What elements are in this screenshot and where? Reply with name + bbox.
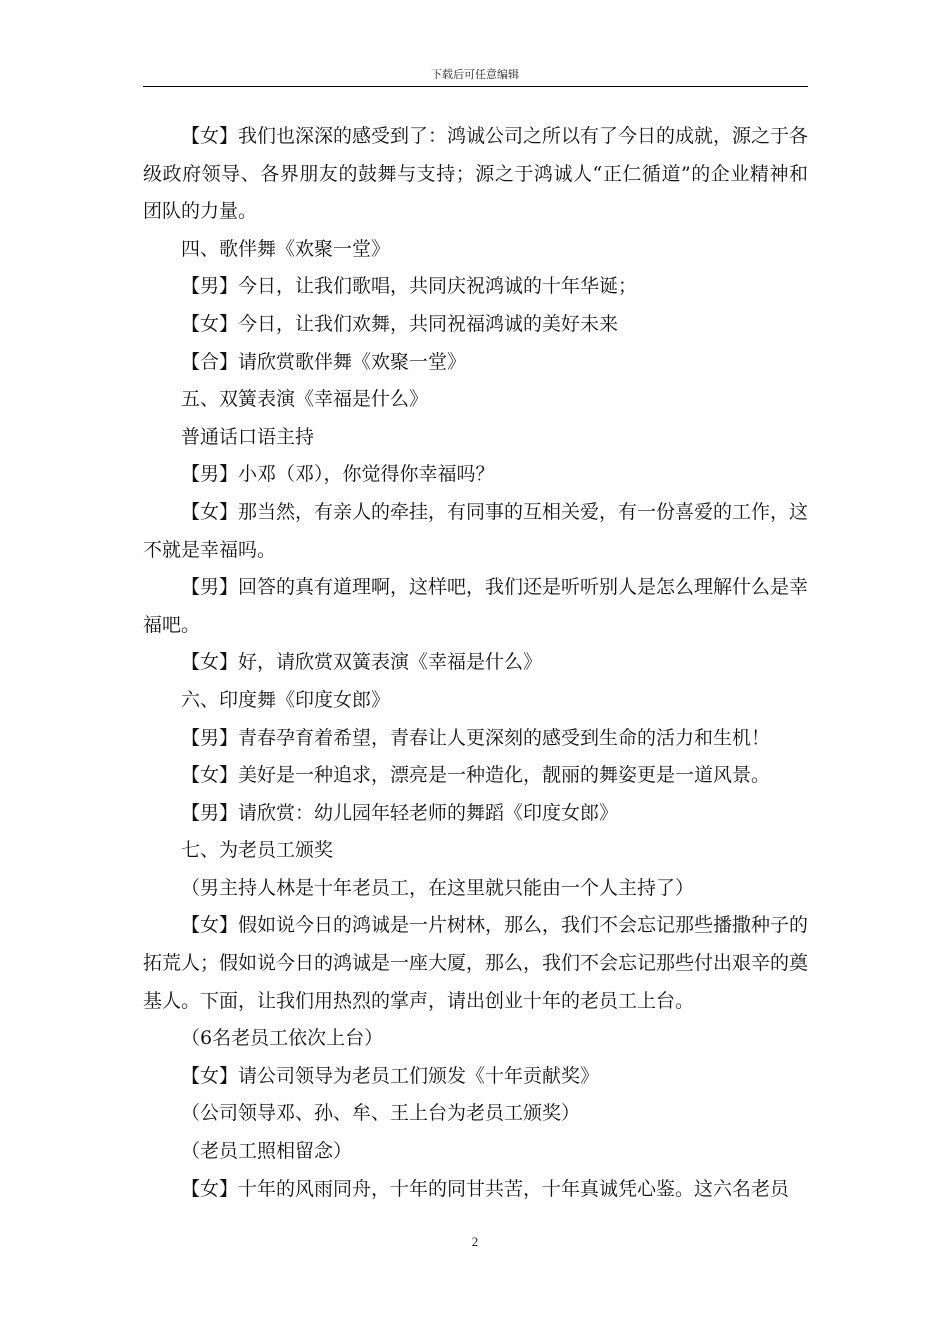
paragraph: （男主持人林是十年老员工，在这里就只能由一个人主持了） [181, 876, 695, 899]
paragraph: （6名老员工依次上台） [181, 1027, 384, 1050]
paragraph: 【男】请欣赏：幼儿园年轻老师的舞蹈《印度女郎》 [181, 801, 619, 824]
section-heading: 六、印度舞《印度女郎》 [181, 688, 391, 711]
paragraph: 【女】请公司领导为老员工们颁发《十年贡献奖》 [181, 1064, 600, 1087]
paragraph: 【男】回答的真有道理啊，这样吧，我们还是听听别人是怎么理解什么是幸福吧。 [143, 576, 809, 636]
section-heading: 七、为老员工颁奖 [181, 839, 334, 862]
page-header: 下载后可任意编辑 [431, 68, 519, 81]
paragraph: 【男】今日，让我们歌唱，共同庆祝鸿诚的十年华诞； [181, 275, 638, 298]
paragraph: 【男】小邓（邓），你觉得你幸福吗？ [181, 463, 495, 486]
paragraph: 【女】我们也深深的感受到了：鸿诚公司之所以有了今日的成就，源之于各级政府领导、各界朋友的鼓舞与支持；源之于鸿诚人“正仁循道”的企业精神和团队的力量。 [143, 125, 809, 223]
header-divider [143, 86, 808, 87]
section-heading: 四、歌伴舞《欢聚一堂》 [181, 237, 391, 260]
paragraph: 【女】假如说今日的鸿诚是一片树林，那么，我们不会忘记那些播撒种子的拓荒人；假如说今日的鸿诚是一座大厦，那么，我们不会忘记那些付出艰辛的奠基人。下面，让我们用热烈的掌声，请出创业十年的老员工上台。 [143, 914, 809, 1012]
document-body [143, 118, 808, 1208]
paragraph: 【女】那当然，有亲人的牵挂，有同事的互相关爱，有一份喜爱的工作，这不就是幸福吗。 [143, 500, 809, 561]
paragraph: 普通话口语主持 [181, 425, 315, 448]
paragraph: 【女】今日，让我们欢舞，共同祝福鸿诚的美好未来 [181, 312, 619, 335]
paragraph: （老员工照相留念） [181, 1140, 353, 1163]
paragraph: 【女】美好是一种追求，漂亮是一种造化，靓丽的舞姿更是一道风景。 [181, 764, 771, 787]
paragraph: 【女】十年的风雨同舟，十年的同甘共苦，十年真诚凭心鉴。这六名老员 [181, 1177, 790, 1200]
paragraph: （公司领导邓、孙、牟、王上台为老员工颁奖） [181, 1102, 581, 1125]
section-heading: 五、双簧表演《幸福是什么》 [181, 388, 429, 411]
paragraph: 【男】青春孕育着希望，青春让人更深刻的感受到生命的活力和生机！ [181, 726, 771, 749]
paragraph: 【合】请欣赏歌伴舞《欢聚一堂》 [181, 350, 467, 373]
page-number: 2 [471, 1234, 479, 1249]
paragraph: 【女】好，请欣赏双簧表演《幸福是什么》 [181, 651, 543, 674]
